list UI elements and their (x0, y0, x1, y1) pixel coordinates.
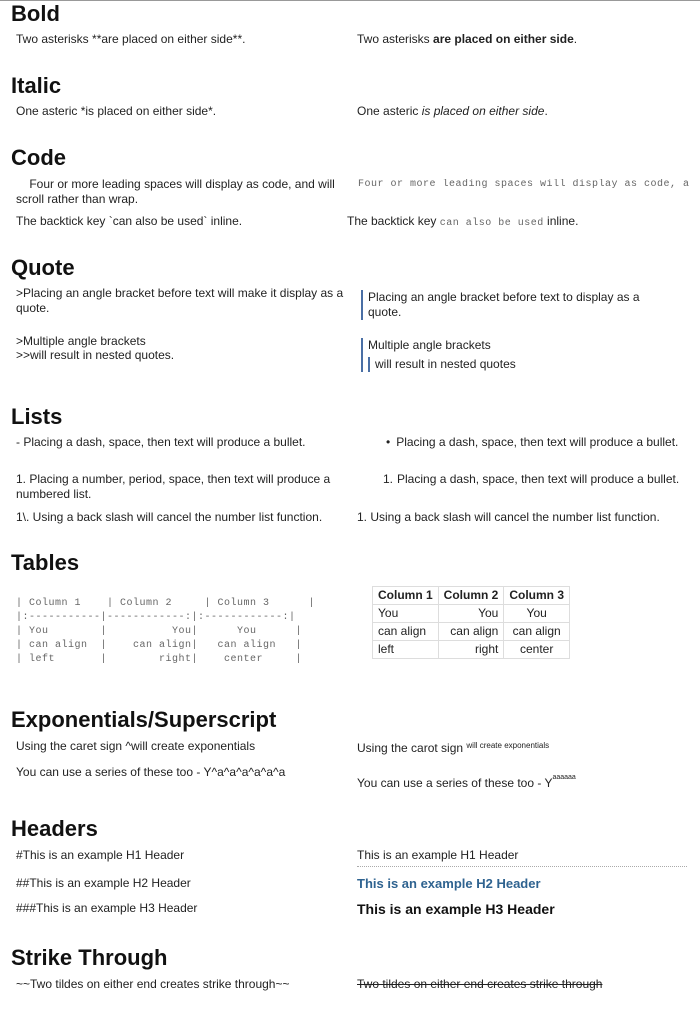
numbered-list-raw-example: 1. Placing a number, period, space, then text will produce a numbered list. (16, 472, 331, 501)
superscript-raw-example: Using the caret sign ^will create exponentials (16, 739, 256, 753)
bullet-list-raw-example: - Placing a dash, space, then text will produce a bullet. (16, 435, 306, 449)
h2-rendered-example: This is an example H2 Header (357, 876, 541, 891)
section-heading-exponentials: Exponentials/Superscript (11, 707, 277, 732)
table-cell: can align (438, 623, 504, 641)
escaped-list-rendered-example: 1. Using a back slash will cancel the number list function. (357, 510, 660, 524)
nested-quote-raw-line1: >Multiple angle brackets (16, 334, 146, 348)
blockquote-rendered: Placing an angle bracket before text to display as a quote. (361, 290, 668, 320)
table-raw-line: | left | right| center | (16, 654, 303, 665)
section-heading-italic: Italic (11, 73, 62, 98)
nested-blockquote-outer-text: Multiple angle brackets (368, 338, 491, 352)
h3-rendered-example: This is an example H3 Header (357, 901, 555, 917)
table-cell: You (373, 605, 439, 623)
table-cell: left (373, 641, 439, 659)
strike-raw-example: ~~Two tildes on either end creates strike through~~ (16, 977, 290, 991)
chained-superscript-rendered-example: You can use a series of these too - $Y^{aaaaaa}$ (357, 774, 576, 790)
bullet-icon: • (386, 435, 391, 449)
inline-code-raw-example: The backtick key `can also be used` inline. (16, 214, 243, 228)
h3-raw-example: ###This is an example H3 Header (16, 901, 198, 915)
italic-text: is placed on either side (421, 104, 545, 118)
h1-rendered-example: This is an example H1 Header (357, 848, 687, 867)
section-heading-quote: Quote (11, 255, 75, 280)
section-heading-headers: Headers (11, 816, 98, 841)
section-heading-lists: Lists (11, 404, 63, 429)
bold-text: are placed on either side (433, 32, 574, 46)
italic-raw-example: One asteric *is placed on either side*. (16, 104, 217, 118)
section-heading-strike-through: Strike Through (11, 945, 168, 970)
table-raw-line: | You | You| You | (16, 626, 303, 637)
table-cell: can align (373, 623, 439, 641)
table-header-cell: Column 2 (438, 587, 504, 605)
nested-blockquote-rendered (361, 338, 668, 372)
table-header-cell: Column 1 (373, 587, 439, 605)
table-header-cell: Column 3 (504, 587, 570, 605)
inline-code-rendered-example: The backtick key can also be used inline. (347, 214, 579, 229)
code-block-rendered-example: Four or more leading spaces will display as code, a (358, 179, 690, 190)
code-block-raw-example: Four or more leading spaces will display as code, and will scroll rather than wrap. (16, 177, 339, 206)
quote-raw-example: >Placing an angle bracket before text will make it display as a quote. (16, 286, 344, 315)
nested-quote-raw-line2: >>will result in nested quotes. (16, 348, 175, 362)
table-raw-line: |:-----------|------------:|:------------:| (16, 612, 296, 623)
table-row (373, 641, 570, 659)
h2-raw-example: ##This is an example H2 Header (16, 876, 191, 890)
nested-blockquote-inner: will result in nested quotes (368, 357, 668, 372)
table-raw-example (16, 597, 315, 667)
rendered-table (372, 586, 570, 659)
section-heading-bold: Bold (11, 1, 60, 26)
table-cell: You (504, 605, 570, 623)
h1-raw-example: #This is an example H1 Header (16, 848, 185, 862)
chained-superscript-text: aaaaaa (552, 774, 576, 781)
chained-superscript-raw-example: You can use a series of these too - Y^a^a^a^a^a^a (16, 765, 286, 779)
italic-rendered-example: One asteric is placed on either side. (357, 104, 548, 118)
section-heading-tables: Tables (11, 550, 80, 575)
table-row (373, 623, 570, 641)
superscript-text: will create exponentials (466, 741, 550, 750)
table-cell: right (438, 641, 504, 659)
table-cell: can align (504, 623, 570, 641)
section-heading-code: Code (11, 145, 66, 170)
top-divider (0, 0, 700, 1)
bold-raw-example: Two asterisks **are placed on either side**. (16, 32, 246, 46)
superscript-rendered-example: Using the carot sign $^{will create exponentials}$ (357, 741, 550, 755)
escaped-list-raw-example: 1\. Using a back slash will cancel the number list function. (16, 510, 323, 524)
table-row (373, 605, 570, 623)
numbered-list-rendered-item: 1. Placing a dash, space, then text will produce a bullet. (383, 472, 680, 486)
strike-rendered-example: Two tildes on either end creates strike through (357, 977, 603, 991)
inline-code: can also be used (439, 218, 544, 229)
bullet-list-rendered-item: • Placing a dash, space, then text will produce a bullet. (386, 435, 679, 449)
bold-rendered-example: Two asterisks are placed on either side. (357, 32, 578, 46)
table-raw-line: | Column 1 | Column 2 | Column 3 | (16, 598, 316, 609)
table-cell: You (438, 605, 504, 623)
table-cell: center (504, 641, 570, 659)
table-header-row (373, 587, 570, 605)
table-raw-line: | can align | can align| can align | (16, 640, 303, 651)
